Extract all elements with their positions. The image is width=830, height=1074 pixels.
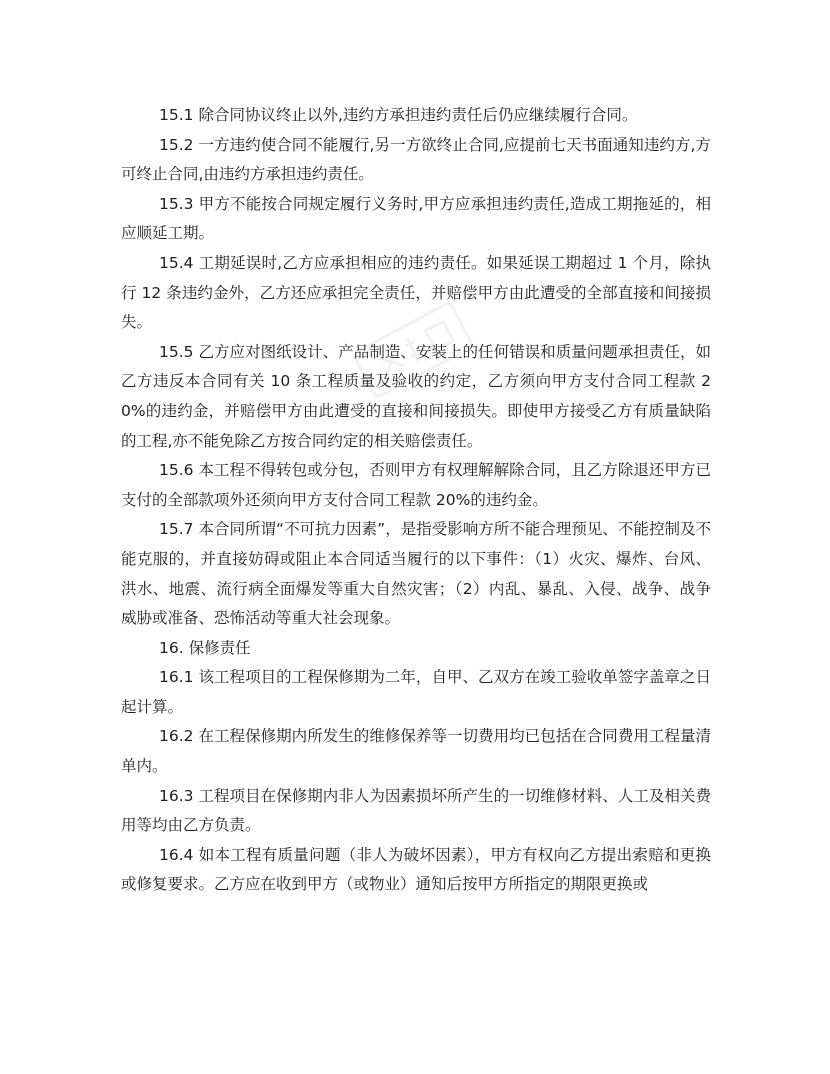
clause-15-7: 15.7 本合同所谓“不可抗力因素”，是指受影响方所不能合理预见、不能控制及不能克服的，并直接妨碍或阻止本合同适当履行的以下事件：（1）火灾、爆炸、台风、洪水、地震、流行病全面爆发等重大自然灾害；（2）内乱、暴乱、入侵、战争、战争威胁或准备、恐怖活动等重大社会现象。: [121, 520, 711, 628]
document-body: [121, 101, 711, 900]
section-16-heading: 16. 保修责任: [159, 638, 251, 657]
clause-16-1: 16.1 该工程项目的工程保修期为二年，自甲、乙双方在竣工验收单签字盖章之日起计算。: [121, 668, 711, 716]
clause-16-4: 16.4 如本工程有质量问题（非人为破坏因素），甲方有权向乙方提出索赔和更换或修复要求。乙方应在收到甲方（或物业）通知后按甲方所指定的期限更换或: [121, 845, 711, 894]
clause-15-6: 15.6 本工程不得转包或分包，否则甲方有权理解解除合同，且乙方除退还甲方已支付的全部款项外还须向甲方支付合同工程款 20%的违约金。: [121, 461, 711, 509]
clause-15-4: 15.4 工期延误时,乙方应承担相应的违约责任。如果延误工期超过 1 个月，除执行 12 条违约金外，乙方还应承担完全责任，并赔偿甲方由此遭受的全部直接和间接损失。: [121, 253, 711, 332]
clause-16-2: 16.2 在工程保修期内所发生的维修保养等一切费用均已包括在合同费用工程量清单内。: [121, 727, 711, 776]
clause-15-3: 15.3 甲方不能按合同规定履行义务时,甲方应承担违约责任,造成工期拖延的，相应顺延工期。: [121, 194, 711, 243]
clause-15-2: 15.2 一方违约使合同不能履行,另一方欲终止合同,应提前七天书面通知违约方,方可终止合同,由违约方承担违约责任。: [121, 135, 711, 184]
clause-15-5: 15.5 乙方应对图纸设计、产品制造、安装上的任何错误和质量问题承担责任，如乙方违反本合同有关 10 条工程质量及验收的约定，乙方须向甲方支付合同工程款 20%的违约金，并赔偿甲方由此遭受的直接和间接损失。即使甲方接受乙方有质量缺陷的工程,亦不能免除乙方按合同约定的相关赔偿责任。: [121, 342, 711, 450]
clause-16-3: 16.3 工程项目在保修期内非人为因素损坏所产生的一切维修材料、人工及相关费用等均由乙方负责。: [121, 786, 711, 835]
clause-15-1: 15.1 除合同协议终止以外,违约方承担违约责任后仍应继续履行合同。: [159, 106, 638, 124]
